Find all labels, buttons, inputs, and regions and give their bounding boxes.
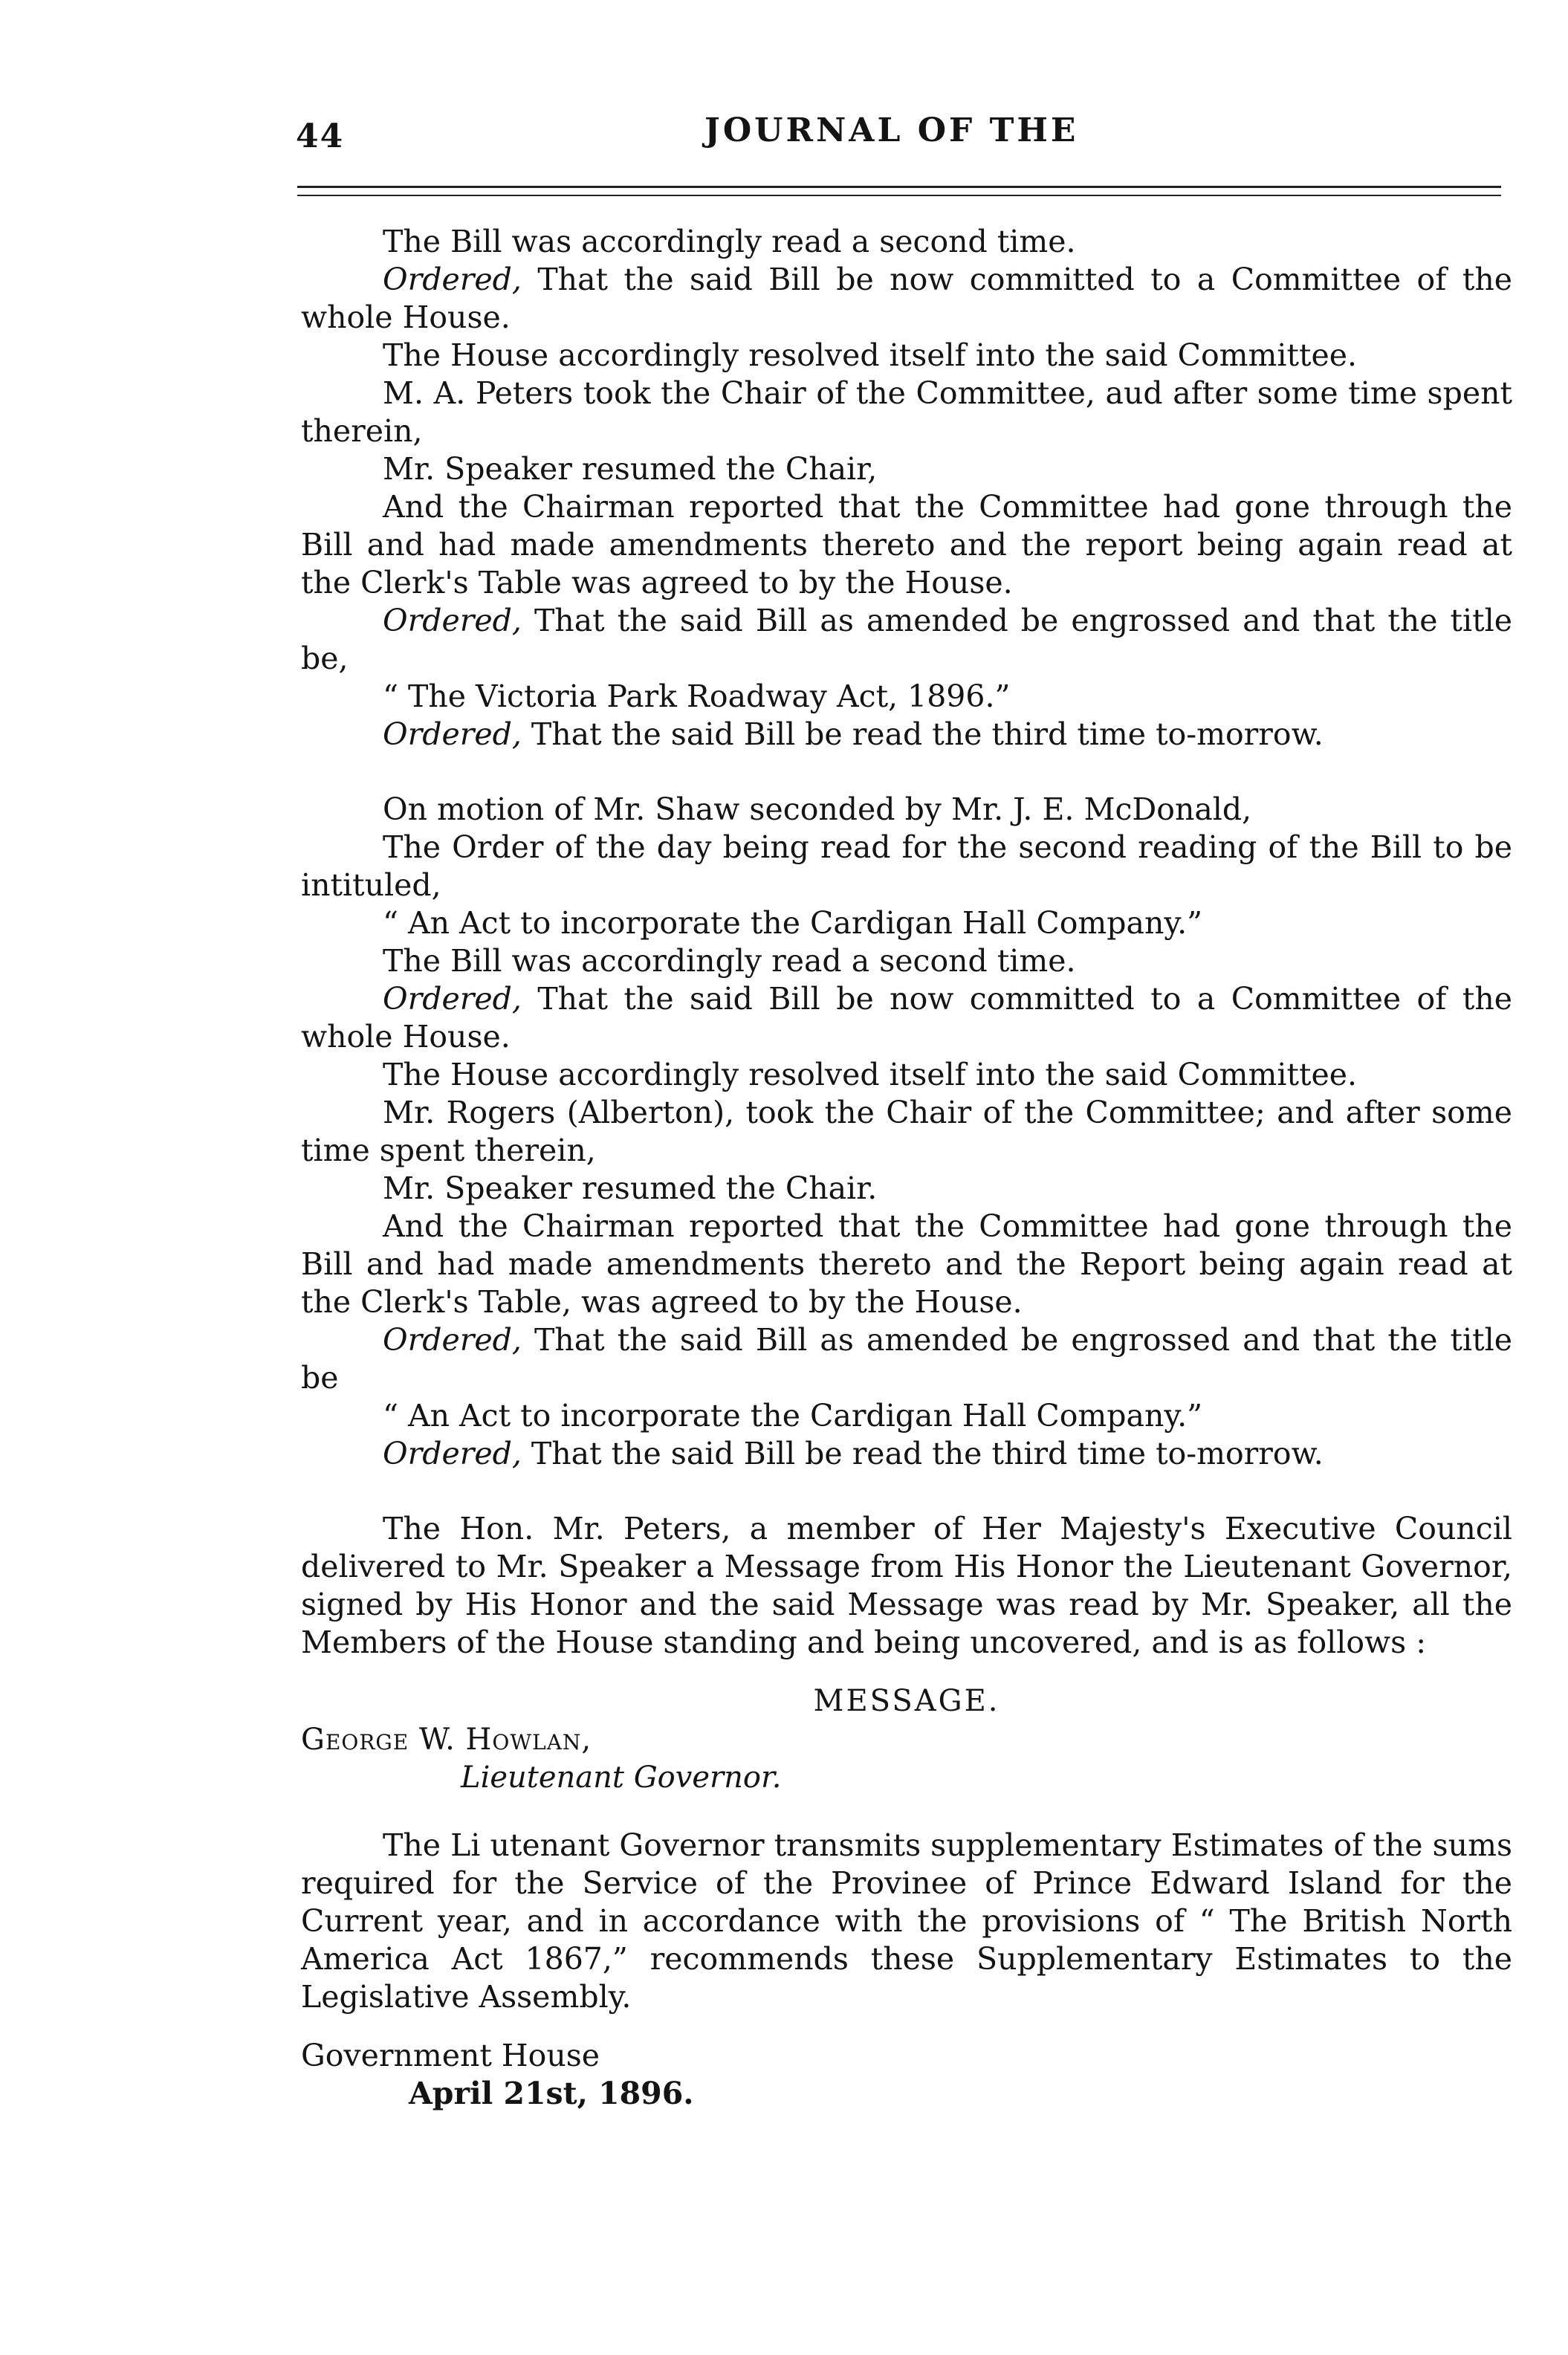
paragraph: Mr. Rogers (Alberton), took the Chair of the Committee; and after some time spent therein, <box>301 1095 1512 1168</box>
paragraph: The House accordingly resolved itself into the said Committee. <box>383 1057 1358 1092</box>
page-number: 44 <box>296 117 345 155</box>
paragraph <box>301 261 1512 337</box>
paragraph: And the Chairman reported that the Committee had gone through the Bill and had made amendments thereto and the report being again read at the Clerk's Table was agreed to by the House. <box>301 489 1512 600</box>
ordered-label: Ordered, <box>383 1436 522 1471</box>
running-head: JOURNAL OF THE <box>704 111 1079 149</box>
bill-title: “ An Act to incorporate the Cardigan Hall Company.” <box>383 905 1203 941</box>
paragraph <box>301 1321 1512 1397</box>
message-place: Government House <box>301 2038 600 2073</box>
bill-title: “ An Act to incorporate the Cardigan Hall Company.” <box>383 1398 1203 1434</box>
paragraph-text: That the said Bill as amended be engrossed and that the title be <box>301 1322 1512 1396</box>
bill-title: “ The Victoria Park Roadway Act, 1896.” <box>383 678 1011 714</box>
paragraph: The House accordingly resolved itself into the said Committee. <box>383 337 1358 373</box>
ordered-label: Ordered, <box>383 1322 522 1358</box>
message-body: The Li utenant Governor transmits supplementary Estimates of the sums required for the Service of the Provinee of Prince Edward Island for the Current year, and in accordance with the provisions of “ The British North America Act 1867,” recommends these Supplementary Estimates to the Legislative Assembly. <box>301 1827 1512 2015</box>
paragraph: M. A. Peters took the Chair of the Committee, aud after some time spent therein, <box>301 375 1512 449</box>
header-rule-secondary <box>297 195 1501 196</box>
journal-body <box>301 223 1512 2113</box>
paragraph: Mr. Speaker resumed the Chair. <box>383 1170 878 1206</box>
message-signer-title: Lieutenant Governor. <box>461 1760 782 1795</box>
paragraph: The Bill was accordingly read a second time. <box>383 943 1076 979</box>
paragraph <box>301 716 1512 754</box>
paragraph-text: That the said Bill as amended be engrossed and that the title be, <box>301 603 1512 676</box>
paragraph: The Hon. Mr. Peters, a member of Her Majesty's Executive Council delivered to Mr. Speaker a Message from His Honor the Lieutenant Governor, signed by His Honor and the said Message was read by Mr. Speaker, all the Members of the House standing and being uncovered, and is as follows : <box>301 1511 1512 1660</box>
message-signer: George W. Howlan, <box>301 1723 592 1757</box>
paragraph: On motion of Mr. Shaw seconded by Mr. J. E. McDonald, <box>383 791 1252 827</box>
paragraph <box>301 1435 1512 1473</box>
ordered-label: Ordered, <box>383 716 522 752</box>
paragraph-text: That the said Bill be now committed to a Committee of the whole House. <box>301 981 1512 1055</box>
paragraph <box>301 980 1512 1056</box>
paragraph: And the Chairman reported that the Committee had gone through the Bill and had made amendments thereto and the Report being again read at the Clerk's Table, was agreed to by the House. <box>301 1208 1512 1320</box>
message-heading: MESSAGE. <box>813 1684 1000 1718</box>
paragraph <box>301 602 1512 678</box>
paragraph: Mr. Speaker resumed the Chair, <box>383 451 878 487</box>
header-rule <box>297 186 1501 188</box>
ordered-label: Ordered, <box>383 262 522 297</box>
paragraph-text: That the said Bill be read the third time to-morrow. <box>521 716 1324 752</box>
ordered-label: Ordered, <box>383 603 522 638</box>
paragraph-text: That the said Bill be read the third time to-morrow. <box>521 1436 1324 1471</box>
paragraph-text: That the said Bill be now committed to a Committee of the whole House. <box>301 262 1512 335</box>
ordered-label: Ordered, <box>383 981 522 1017</box>
paragraph: The Bill was accordingly read a second time. <box>383 224 1076 259</box>
message-date: April 21st, 1896. <box>409 2076 694 2111</box>
paragraph: The Order of the day being read for the second reading of the Bill to be intituled, <box>301 829 1512 903</box>
